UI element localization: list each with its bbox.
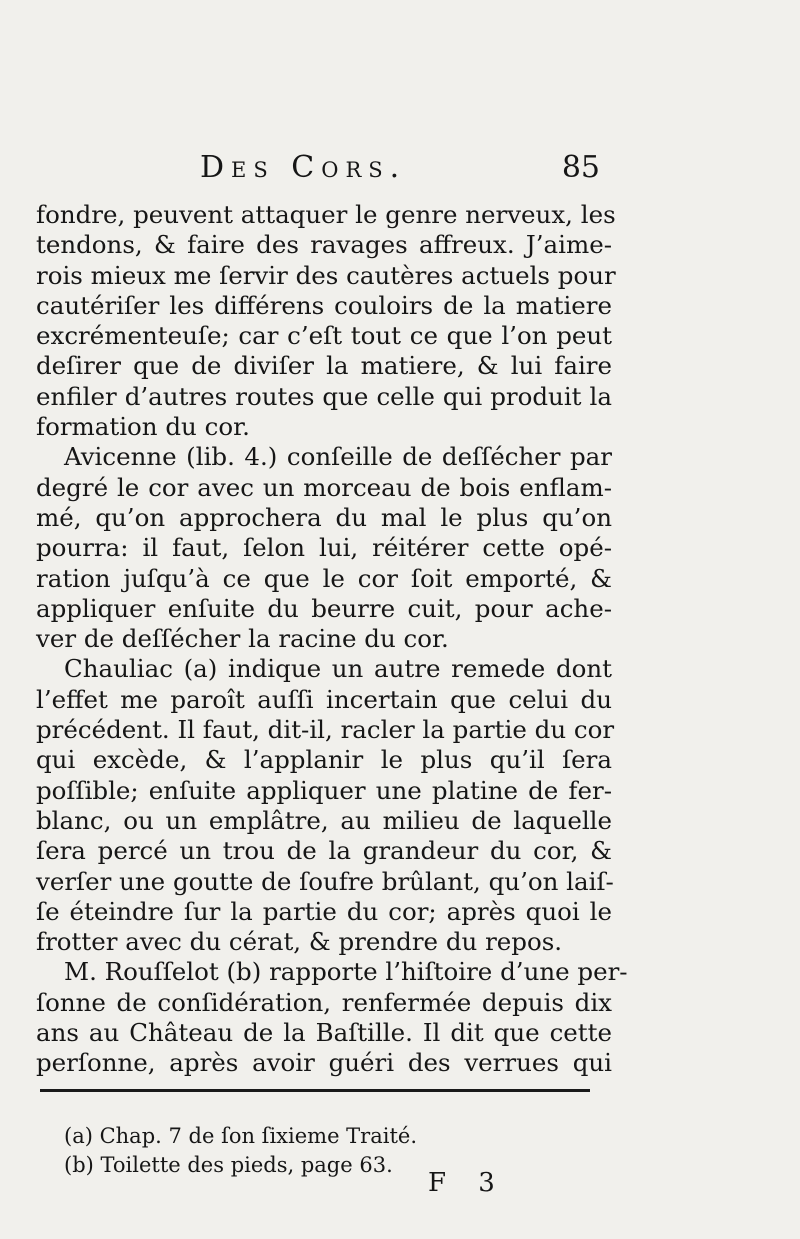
text-line: degré le cor avec un morceau de bois enflam- <box>36 472 612 502</box>
text-line: excrémenteuſe; car c’eſt tout ce que l’on peut <box>36 321 612 351</box>
text-line: poſſible; enſuite appliquer une platine de fer- <box>36 775 612 805</box>
text-line: cautériſer les différens couloirs de la matiere <box>36 290 612 320</box>
text-line: ver de deſſécher la racine du cor. <box>36 624 449 654</box>
text-line: appliquer enſuite du beurre cuit, pour ache- <box>36 593 612 623</box>
text-line: ſe éteindre ſur la partie du cor; après quoi le <box>36 896 612 926</box>
footnote-rule <box>40 1089 590 1092</box>
page-number: 85 <box>561 150 600 185</box>
footnote: (a) Chap. 7 de ſon ſixieme Traité. <box>64 1124 418 1148</box>
text-line: deſirer que de diviſer la matiere, & lui faire <box>36 351 612 381</box>
text-line: précédent. Il faut, dit-il, racler la partie du cor <box>36 715 615 745</box>
text-line: mé, qu’on approchera du mal le plus qu’on <box>36 502 612 532</box>
body-text <box>36 200 628 1079</box>
text-line: formation du cor. <box>36 412 250 442</box>
text-line: M. Rouſſelot (b) rapporte l’hiſtoire d’une per- <box>64 957 628 987</box>
text-line: ſera percé un trou de la grandeur du cor, & <box>36 836 612 866</box>
text-line: perſonne, après avoir guéri des verrues qui <box>36 1048 612 1078</box>
text-line: blanc, ou un emplâtre, au milieu de laquelle <box>36 805 612 835</box>
text-line: tendons, & faire des ravages affreux. J’aime- <box>36 230 612 260</box>
running-header <box>200 150 600 194</box>
text-line: ſonne de conſidération, renfermée depuis dix <box>36 987 612 1017</box>
text-line: rois mieux me ſervir des cautères actuels pour <box>36 260 616 290</box>
text-line: fondre, peuvent attaquer le genre nerveux, les <box>36 200 616 229</box>
text-line: ans au Château de la Baſtille. Il dit que cette <box>36 1018 612 1048</box>
text-line: Chauliac (a) indique un autre remede dont <box>64 654 612 684</box>
footnote: (b) Toilette des pieds, page 63. <box>64 1153 393 1177</box>
text-line: l’effet me paroît auſſi incertain que celui du <box>36 684 612 714</box>
text-line: frotter avec du cérat, & prendre du repos. <box>36 927 563 957</box>
text-line: ration juſqu’à ce que le cor ſoit emporté, & <box>36 563 612 593</box>
text-line: Avicenne (lib. 4.) conſeille de deſſécher par <box>64 442 612 472</box>
text-line: enfiler d’autres routes que celle qui produit la <box>36 381 612 411</box>
running-title: Des Cors. <box>200 150 407 185</box>
text-line: pourra: il faut, ſelon lui, réitérer cette opé- <box>36 533 612 563</box>
signature-mark: F 3 <box>428 1168 507 1198</box>
text-line: qui excède, & l’applanir le plus qu’il ſera <box>36 745 612 775</box>
text-line: verſer une goutte de ſoufre brûlant, qu’on laiſ- <box>36 866 614 896</box>
